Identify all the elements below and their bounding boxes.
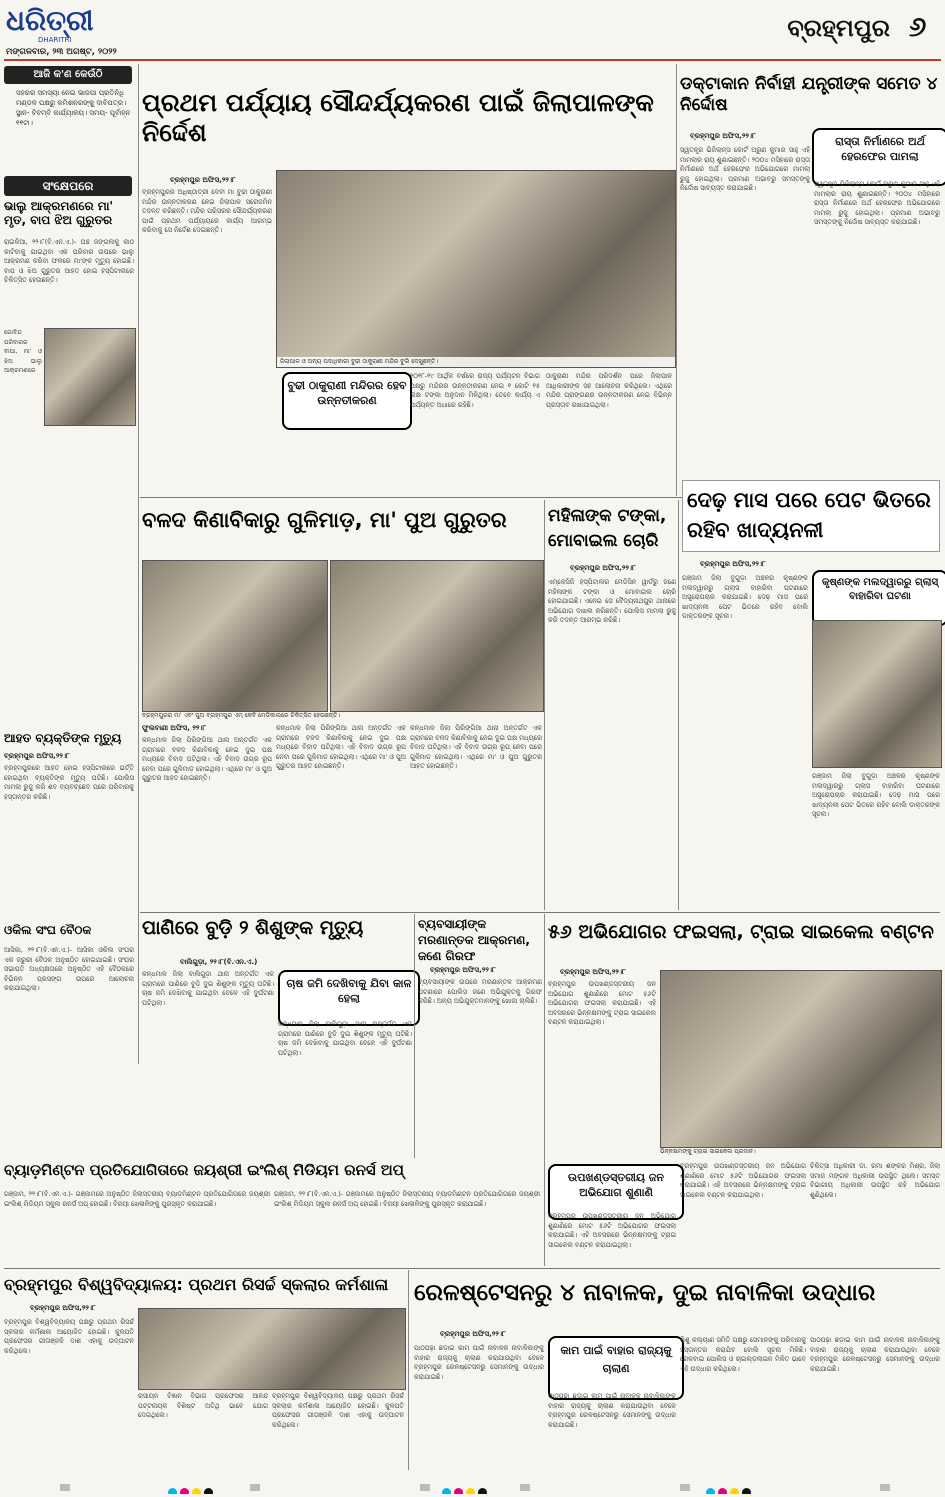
mark-bar <box>60 1484 70 1491</box>
bull-photo-caption: ବ୍ରହ୍ମପୁରର ମା' ଏବଂ ପୁଅ ବ୍ରହ୍ମପୁର ଏମ୍ କେବି ମେଡିକାଲରେ ଚିକିତ୍ସିତ ହେଉଛନ୍ତି। <box>142 712 340 719</box>
theft-text: ଏମ୍‌କେସିଜି ହସ୍ପିଟାଲର ମେଡିସିନ ୱାର୍ଡରୁ ଜଣେ ମହିଳାଙ୍କ ଟଙ୍କା ଓ ମୋବାଇଲ ଚୋରି ହୋଇଯାଇଛି। ଏନେଇ ସେ ବୈଦ୍ୟନାଥପୁର ଥାନାରେ ଅଭିଯୋଗ ଦାଖଲ କରିଛନ୍ତି। ପୋଲିସ ମାମଲା ରୁଜୁ କରି ତଦନ୍ତ ଆରମ୍ଭ କରିଛି। <box>548 578 676 625</box>
grievance-text3: ଚିକିତ୍ସା ଅଧିକାରୀ ଡା. ରମା ଶଙ୍କର ମିଶ୍ର, ଜିଲା ସମାଜ ମଙ୍ଗଳ ଅଧିକାରୀ ଉପସ୍ଥିତ ଥିଲେ। ସମସ୍ତ ବିଭାଗୀୟ ଅଧିକାରୀ ଉପସ୍ଥିତ ରହି ଅଭିଯୋଗ ଶୁଣିଥିଲେ। <box>810 1162 940 1199</box>
masthead <box>0 0 945 62</box>
right-top-dateline: ବ୍ରହ୍ମପୁର ଅଫିସ,୨୨।୮ <box>690 132 756 140</box>
mark-bar <box>680 1484 690 1491</box>
lawyer-text: ଆସିକା, ୨୨।୮(ବି.ଏନ.ଏ.)- ଆସିକା ଓକିଲ ସଂଘର ଏକ ଜରୁରୀ ବୈଠକ ଅନୁଷ୍ଠିତ ହୋଇଯାଇଛି। ସଂଘର ସଭାପତି ଅଧ୍ୟକ୍ଷତାରେ ଅନୁଷ୍ଠିତ ଏହି ବୈଠକରେ ବିଭିନ୍ନ ପ୍ରସଙ୍ଗ ଉପରେ ଆଲୋଚନା କରାଯାଇଥିଲା। <box>4 946 134 993</box>
sidebar-rule <box>138 64 139 1064</box>
brief-head: ଭାଲୁ ଆକ୍ରମଣରେ ମା' ମୃତ, ବାପ ଝିଅ ଗୁରୁତର <box>4 200 114 227</box>
badminton-text-col2: ଗଞ୍ଜାମ, ୨୨।୮(ବି.ଏନ.ଏ.)- ଗଞ୍ଜାମରେ ଅନୁଷ୍ଠିତ ଜିଲାସ୍ତରୀୟ ବ୍ୟାଡ଼ମିଣ୍ଟନ ପ୍ରତିଯୋଗିତାରେ ଜୟଶ୍ରୀ ଇଂଲିଶ୍ ମିଡିୟମ ସ୍କୁଲ ରନର୍ସ ଅପ୍ ହୋଇଛି। ବିଜୟୀ ଖେଳାଳିଙ୍କୁ ପୁରସ୍କୃତ କରାଯାଇଛି। <box>274 1190 540 1208</box>
rescue-headline: ରେଳଷ୍ଟେସନରୁ ୪ ନାବାଳକ, ଦୁଇ ନାବାଳିକା ଉଦ୍ଧାର <box>414 1280 876 1306</box>
brief-photo-caption: ଗୋବିନ୍ଦ ପରିବାରର ବାପା, ମା' ଓ ଝିଅ ଭାଲୁ ଆକ୍ରମଣରେ <box>4 329 42 375</box>
mark-bar <box>250 1484 260 1491</box>
death-text: ବ୍ରହ୍ମପୁରରେ ଆହତ ହୋଇ ହସ୍ପିଟାଲରେ ଭର୍ତ୍ତି ହୋଇଥିବା ବ୍ୟକ୍ତିଙ୍କ ମୃତ୍ୟୁ ଘଟିଛି। ପୋଲିସ ମାମଲା ରୁଜୁ କରି ଶବ ବ୍ୟବଚ୍ଛେଦ ପରେ ପରିବାରକୁ ହସ୍ତାନ୍ତର କରିଛି। <box>4 764 134 801</box>
rescue-text2: ପାଠପଢ଼ା ଛଡ଼ାଇ କାମ ପାଇଁ ନାବାଳକ ନାବାଳିକାଙ୍କୁ ବାହାର ରାଜ୍ୟକୁ ଚାଲାଣ କରାଯାଉଥିବା ବେଳେ ବ୍ରହ୍ମପୁର ରେଳଷ୍ଟେସନରୁ ସେମାନଙ୍କୁ ଉଦ୍ଧାର କରାଯାଇଛି। <box>548 1392 676 1429</box>
cyan-dot <box>168 1488 177 1494</box>
trader-dateline: ବ୍ରହ୍ମପୁର ଅଫିସ,୨୨।୮ <box>430 966 496 974</box>
mark-bar <box>420 1484 430 1491</box>
masthead-logo: ଧରିତ୍ରୀ <box>6 4 94 37</box>
today-text: ସହରର ସମସ୍ୟା ନେଇ ଭାଜପା ପ୍ରତିନିଧି ମଣ୍ଡଳ ପକ୍ଷରୁ କମିଶନରଙ୍କୁ ଦାବିପତ୍ର। ସ୍ଥାନ- ବିବମ୍ବି କାର୍ଯ୍ୟାଳୟ। ସମୟ- ପୂର୍ବାହ୍ନ ୧୧ଟା। <box>16 89 131 127</box>
rescue-box: କାମ ପାଇଁ ବାହାର ରାଜ୍ୟକୁ ଚାଲାଣ <box>548 1336 684 1400</box>
yellow-dot <box>192 1488 201 1494</box>
drown-text: କନ୍ଧମାଳ ଜିଲା ବାଲିଗୁଡ଼ା ଥାନା ଅନ୍ତର୍ଗତ ଏକ ଗ୍ରାମରେ ପାଣିରେ ବୁଡ଼ି ଦୁଇ ଶିଶୁଙ୍କ ମୃତ୍ୟୁ ଘଟିଛି। ଚାଷ ଜମି ଦେଖିବାକୁ ଯାଇଥିବା ବେଳେ ଏହି ଦୁର୍ଘଟଣା ଘଟିଥିଲା। <box>142 970 274 1007</box>
grievance-photo-caption: ଭିନ୍ନକ୍ଷମଙ୍କୁ ଟ୍ରାଇ ସାଇକେଲ ପ୍ରଦାନ। <box>660 1148 756 1155</box>
sidebar <box>4 66 136 1066</box>
brief-text: ରାଇକିଆ, ୨୨।୮(ବି.ଏନ.ଏ.)- ଘଞ୍ଚ ଜଙ୍ଗଲକୁ କାଠ କାଟିବାକୁ ଯାଇଥିବା ଏକ ପରିବାର ଉପରେ ଭାଲୁ ଆକ୍ରମଣ କରିବା ଫଳରେ ମା'ଙ୍କ ମୃତ୍ୟୁ ହୋଇଛି। ବାପ ଓ ଝିଅ ଗୁରୁତର ଆହତ ହୋଇ ହସ୍ପିଟାଲରେ ଚିକିତ୍ସିତ ହେଉଛନ୍ତି। <box>4 238 134 285</box>
bull-text-col2: କନ୍ଧମାଳ ଜିଲା ପିରିଙ୍ଗିଆ ଥାନା ଅନ୍ତର୍ଗତ ଏକ ଗ୍ରାମରେ ବଳଦ କିଣାବିକାକୁ ନେଇ ଦୁଇ ପକ୍ଷ ମଧ୍ୟରେ ବିବାଦ ଘଟିଥିଲା। ଏହି ବିବାଦ ଉଗ୍ର ରୂପ ନେବା ପରେ ଗୁଳିମାଡ଼ ହୋଇଥିଲା। ଏଥିରେ ମା' ଓ ପୁଅ ଗୁରୁତର ଆହତ ହୋଇଛନ୍ତି। <box>276 724 406 771</box>
cyan-dot <box>442 1488 451 1494</box>
badminton-headline: ବ୍ୟାଡ଼ମିଣ୍ଟନ ପ୍ରତିଯୋଗିତାରେ ଜୟଶ୍ରୀ ଇଂଲିଶ୍ ମିଡିୟମ ରନର୍ସ ଅପ୍ <box>4 1162 404 1179</box>
black-dot <box>204 1488 213 1494</box>
masthead-section: ବ୍ରହ୍ମପୁର <box>787 14 890 42</box>
magenta-dot <box>180 1488 189 1494</box>
drown-text-col2: କନ୍ଧମାଳ ଜିଲା ବାଲିଗୁଡ଼ା ଥାନା ଅନ୍ତର୍ଗତ ଏକ ଗ୍ରାମରେ ପାଣିରେ ବୁଡ଼ି ଦୁଇ ଶିଶୁଙ୍କ ମୃତ୍ୟୁ ଘଟିଛି। ଚାଷ ଜମି ଦେଖିବାକୁ ଯାଇଥିବା ବେଳେ ଏହି ଦୁର୍ଘଟଣା ଘଟିଥିଲା। <box>278 1020 412 1057</box>
drown-headline: ପାଣିରେ ବୁଡ଼ି ୨ ଶିଶୁଙ୍କ ମୃତ୍ୟୁ <box>142 918 364 939</box>
mark-bar <box>520 1484 530 1491</box>
lead-photo-caption: ଜିଲାପାଳ ଓ ଅନ୍ୟ ପଦାଧିକାରୀ ବୁଢୀ ଠାକୁରାଣୀ ମନ୍ଦିର ବୁଲି ଦେଖୁଛନ୍ତି। <box>277 357 675 367</box>
death-head: ଆହତ ବ୍ୟକ୍ତିଙ୍କ ମୃତ୍ୟୁ <box>4 732 122 745</box>
bull-dateline: ଫୁଲବାଣୀ ଅଫିସ, ୨୨।୮ <box>142 724 207 732</box>
lead-text2: ୨୦୧୮-୧୯ ଆର୍ଥିକ ବର୍ଷରେ ରାଜ୍ୟ ପର୍ଯ୍ୟଟନ ବିଭାଗ ପକ୍ଷରୁ ମନ୍ଦିରର ଉନ୍ନତୀକରଣ ନେଇ ୧ କୋଟି ୧୫ ଲକ୍ଷ ଟଙ୍କା ଅନୁଦାନ ମିଳିଥିଲା। ତେବେ କାର୍ଯ୍ୟ ଏ ପର୍ଯ୍ୟନ୍ତ ଅଧାରେ ରହିଛି। <box>410 372 540 409</box>
rescue-text: ପାଠପଢ଼ା ଛଡ଼ାଇ କାମ ପାଇଁ ନାବାଳକ ନାବାଳିକାଙ୍କୁ ବାହାର ରାଜ୍ୟକୁ ଚାଲାଣ କରାଯାଉଥିବା ବେଳେ ବ୍ରହ୍ମପୁର ରେଳଷ୍ଟେସନରୁ ସେମାନଙ୍କୁ ଉଦ୍ଧାର କରାଯାଇଛି। <box>414 1344 544 1381</box>
pipe-headline: ଦେଢ଼ ମାସ ପରେ ପେଟ ଭିତରେ ରହିବ ଖାଦ୍ୟନଳୀ <box>682 480 940 552</box>
drown-box: ଚାଷ ଜମି ଦେଖିବାକୁ ଯିବା କାଳ ହେଲା <box>278 970 420 1026</box>
bull-photo-right <box>330 560 544 712</box>
university-headline: ବ୍ରହ୍ମପୁର ବିଶ୍ୱବିଦ୍ୟାଳୟ: ପ୍ରଥମ ରିସର୍ଚ୍ଚ ସ୍କଲାର କର୍ମଶାଳା <box>4 1276 389 1294</box>
lawyer-head: ଓକିଲ ସଂଘ ବୈଠକ <box>4 924 92 937</box>
drown-rule <box>414 914 415 1158</box>
trader-text: ବ୍ୟବସାୟୀଙ୍କ ଉପରେ ମରଣାନ୍ତକ ଆକ୍ରମଣ ଘଟଣାରେ ପୋଲିସ ଜଣେ ଅଭିଯୁକ୍ତକୁ ଗିରଫ କରିଛି। ଅନ୍ୟ ଅଭିଯୁକ୍ତମାନଙ୍କୁ ଖୋଜା ଚାଲିଛି। <box>418 978 542 1006</box>
today-title: ଆଜି କ'ଣ କେଉଁଠି <box>4 66 132 84</box>
pipe-text: ଗଞ୍ଜାମ ଜିଲା ବୁଗୁଡ଼ା ଅଞ୍ଚଳର କୃଷ୍ଣଙ୍କ ମଲଦ୍ୱାରରୁ ଗ୍ଲାସ ବାହାରିବା ଘଟଣାରେ ଅସ୍ତ୍ରୋପଚାର କରାଯାଇଛି। ଦେଢ଼ ମାସ ପରେ ଖାଦ୍ୟନଳୀ ପେଟ ଭିତରେ ରହିବ ବୋଲି ଡାକ୍ତରଙ୍କ ସୂଚନା। <box>682 574 808 621</box>
mark-bar <box>880 1484 890 1491</box>
lead-text: ବ୍ରହ୍ମପୁରର ଅଧିଷ୍ଠାତ୍ରୀ ଦେବୀ ମା ବୁଢୀ ଠାକୁରାଣୀ ମନ୍ଦିର ଉନ୍ନତୀକରଣ ନେଇ ଜିଲାପାଳ ସରେଜମିନ ତଦନ୍ତ କରିଛନ୍ତି। ମନ୍ଦିର ପରିସରର ସୌନ୍ଦର୍ଯ୍ୟକରଣ ପାଇଁ ପ୍ରଥମ ପର୍ଯ୍ୟାୟରେ କାର୍ଯ୍ୟ ଆରମ୍ଭ କରିବାକୁ ସେ ନିର୍ଦ୍ଦେଶ ଦେଇଛନ୍ତି। <box>142 188 272 235</box>
lead-headline: ପ୍ରଥମ ପର୍ଯ୍ୟାୟ ସୌନ୍ଦର୍ଯ୍ୟକରଣ ପାଇଁ ଜିଲାପାଳଙ୍କ ନିର୍ଦ୍ଦେଶ <box>142 88 654 147</box>
masthead-rule <box>4 59 941 61</box>
university-rule <box>408 1270 409 1470</box>
grievance-dateline: ବ୍ରହ୍ମପୁର ଅଫିସ,୨୨।୮ <box>560 968 626 976</box>
theft-dateline: ବ୍ରହ୍ମପୁର ଅଫିସ,୨୨।୮ <box>570 564 636 572</box>
brief-photo <box>44 328 136 426</box>
trader-rule <box>544 914 545 1158</box>
lead-dateline: ବ୍ରହ୍ମପୁର ଅଫିସ,୨୨।୮ <box>170 176 236 184</box>
bull-photo-left <box>142 560 328 712</box>
theft-rule <box>678 500 679 910</box>
rescue-dateline: ବ୍ରହ୍ମପୁର ଅଫିସ,୨୨।୮ <box>440 1330 506 1338</box>
badminton-rule <box>544 1158 545 1266</box>
death-dateline: ବ୍ରହ୍ମପୁର ଅଫିସ,୨୨।୮ <box>4 752 70 760</box>
university-text2: ରସାୟନ ବିଜ୍ଞାନ ବିଭାଗ ପ୍ରଫେସର ଆନନ୍ଦ ପଟ୍ଟନାୟକ ବିଶିଷ୍ଟ ଅତିଥି ଭାବେ ଯୋଗ ଦେଇଥିଲେ। <box>138 1392 268 1420</box>
right-top-box: ରାସ୍ତା ନିର୍ମାଣରେ ଅର୍ଥ ହେରଫେର ପାମଲା <box>812 128 945 186</box>
grievance-text: ବ୍ରହ୍ମପୁର ଉପଖଣ୍ଡସ୍ତରୀୟ ଜନ ଅଭିଯୋଗ ଶୁଣାଣିରେ ମୋଟ ୫୬ଟି ଅଭିଯୋଗର ଫଇସଲା କରାଯାଇଛି। ଏହି ଅବସରରେ ଭିନ୍ନକ୍ଷମଙ୍କୁ ଟ୍ରାଇ ସାଇକେଲ ବଣ୍ଟନ କରାଯାଇଥିଲା। <box>548 980 656 1027</box>
magenta-dot <box>454 1488 463 1494</box>
badminton-text: ଗଞ୍ଜାମ, ୨୨।୮(ବି.ଏନ.ଏ.)- ଗଞ୍ଜାମରେ ଅନୁଷ୍ଠିତ ଜିଲାସ୍ତରୀୟ ବ୍ୟାଡ଼ମିଣ୍ଟନ ପ୍ରତିଯୋଗିତାରେ ଜୟଶ୍ରୀ ଇଂଲିଶ୍ ମିଡିୟମ ସ୍କୁଲ ରନର୍ସ ଅପ୍ ହୋଇଛି। ବିଜୟୀ ଖେଳାଳିଙ୍କୁ ପୁରସ୍କୃତ କରାଯାଇଛି। <box>4 1190 270 1208</box>
right-top-text: ସ୍ୱତନ୍ତ୍ର ଭିଜିଲାନ୍ସ କୋର୍ଟ ଅରୁଣ କୁମାର ସାହୁ ଏହି ମାମଲାର ରାୟ ଶୁଣାଇଛନ୍ତି। ୨୦୦୪ ମସିହାରେ ରାସ୍ତା ନିର୍ମାଣରେ ଅର୍ଥ ହେରଫେର ଅଭିଯୋଗରେ ମାମଲା ରୁଜୁ ହୋଇଥିଲା। ପ୍ରମାଣ ଅଭାବରୁ ସମସ୍ତଙ୍କୁ ନିର୍ଦ୍ଦୋଷ ସାବ୍ୟସ୍ତ କରାଯାଇଛି। <box>680 146 810 193</box>
print-marks <box>0 1478 945 1496</box>
black-dot <box>478 1488 487 1494</box>
grievance-headline: ୫୬ ଅଭିଯୋଗର ଫଇସଲା, ଟ୍ରାଇ ସାଇକେଲ ବଣ୍ଟନ <box>548 922 934 943</box>
color-dots-right <box>706 1482 766 1494</box>
right-top-headline: ଡକ୍ଟାକାନ ନିର୍ବାହୀ ଯନ୍ତ୍ରୀଙ୍କ ସମେତ ୪ ନିର୍ଦ୍ଦୋଷ <box>680 74 938 115</box>
grievance-box: ଉପଖଣ୍ଡସ୍ତରୀୟ ଜନ ଅଭିଯୋଗ ଶୁଣାଣି <box>548 1164 684 1220</box>
bull-rule <box>544 500 545 910</box>
yellow-dot <box>730 1488 739 1494</box>
cyan-dot <box>706 1488 715 1494</box>
grievance-text4: ବ୍ରହ୍ମପୁର ଉପଖଣ୍ଡସ୍ତରୀୟ ଜନ ଅଭିଯୋଗ ଶୁଣାଣିରେ ମୋଟ ୫୬ଟି ଅଭିଯୋଗର ଫଇସଲା କରାଯାଇଛି। ଏହି ଅବସରରେ ଭିନ୍ନକ୍ଷମଙ୍କୁ ଟ୍ରାଇ ସାଇକେଲ ବଣ୍ଟନ କରାଯାଇଥିଲା। <box>548 1212 676 1249</box>
pipe-box: କୃଷ୍ଣଙ୍କ ମଲଦ୍ୱାରରୁ ଗ୍ଲାସ୍ ବାହାରିବା ଘଟଣା <box>812 570 945 626</box>
lead-photo <box>276 170 676 368</box>
trader-headline: ବ୍ୟବସାୟୀଙ୍କ ମରଣାନ୍ତକ ଆକ୍ରମଣ, ଜଣେ ଗିରଫ <box>418 917 530 963</box>
row3-rule <box>4 1268 940 1269</box>
lead-rule <box>676 64 677 496</box>
pipe-text-col2: ଗଞ୍ଜାମ ଜିଲା ବୁଗୁଡ଼ା ଅଞ୍ଚଳର କୃଷ୍ଣଙ୍କ ମଲଦ୍ୱାରରୁ ଗ୍ଲାସ ବାହାରିବା ଘଟଣାରେ ଅସ୍ତ୍ରୋପଚାର କରାଯାଇଛି। ଦେଢ଼ ମାସ ପରେ ଖାଦ୍ୟନଳୀ ପେଟ ଭିତରେ ରହିବ ବୋଲି ଡାକ୍ତରଙ୍କ ସୂଚନା। <box>812 772 940 819</box>
pipe-dateline: ବ୍ରହ୍ମପୁର ଅଫିସ,୨୨।୮ <box>700 560 766 568</box>
university-photo <box>138 1308 406 1390</box>
row2-rule <box>140 912 940 913</box>
brief-title: ସଂକ୍ଷେପରେ <box>4 176 132 196</box>
bull-text-col3: କନ୍ଧମାଳ ଜିଲା ପିରିଙ୍ଗିଆ ଥାନା ଅନ୍ତର୍ଗତ ଏକ ଗ୍ରାମରେ ବଳଦ କିଣାବିକାକୁ ନେଇ ଦୁଇ ପକ୍ଷ ମଧ୍ୟରେ ବିବାଦ ଘଟିଥିଲା। ଏହି ବିବାଦ ଉଗ୍ର ରୂପ ନେବା ପରେ ଗୁଳିମାଡ଼ ହୋଇଥିଲା। ଏଥିରେ ମା' ଓ ପୁଅ ଗୁରୁତର ଆହତ ହୋଇଛନ୍ତି। <box>410 724 542 771</box>
university-text: ବ୍ରହ୍ମପୁର ବିଶ୍ୱବିଦ୍ୟାଳୟ ପକ୍ଷରୁ ପ୍ରଥମ ରିସର୍ଚ୍ଚ ସ୍କଲାର କର୍ମଶାଳା ଆୟୋଜିତ ହୋଇଛି। କୁଳପତି ପ୍ରଫେସର ଗୀତାଞ୍ଜଳି ଦାଶ ଏହାକୁ ଉଦ୍‌ଘାଟନ କରିଥିଲେ। <box>4 1318 134 1355</box>
right-top-text-col2: ସ୍ୱତନ୍ତ୍ର ଭିଜିଲାନ୍ସ କୋର୍ଟ ଅରୁଣ କୁମାର ସାହୁ ଏହି ମାମଲାର ରାୟ ଶୁଣାଇଛନ୍ତି। ୨୦୦୪ ମସିହାରେ ରାସ୍ତା ନିର୍ମାଣରେ ଅର୍ଥ ହେରଫେର ଅଭିଯୋଗରେ ମାମଲା ରୁଜୁ ହୋଇଥିଲା। ପ୍ରମାଣ ଅଭାବରୁ ସମସ୍ତଙ୍କୁ ନିର୍ଦ୍ଦୋଷ ସାବ୍ୟସ୍ତ କରାଯାଇଛି। <box>814 180 940 227</box>
grievance-photo <box>660 970 942 1148</box>
lead-sub-box: ବୁଢୀ ଠାକୁରାଣୀ ମନ୍ଦିରର ହେବ ଉନ୍ନତୀକରଣ <box>282 372 412 430</box>
bull-headline: ବଳଦ କିଣାବିକାରୁ ଗୁଳିମାଡ଼, ମା' ପୁଅ ଗୁରୁତର <box>142 508 507 532</box>
masthead-logo-sub: DHARITRI <box>38 36 72 44</box>
theft-headline: ମହିଳାଙ୍କ ଟଙ୍କା, ମୋବାଇଲ ଚୋରି <box>548 506 667 551</box>
bull-text: କନ୍ଧମାଳ ଜିଲା ପିରିଙ୍ଗିଆ ଥାନା ଅନ୍ତର୍ଗତ ଏକ ଗ୍ରାମରେ ବଳଦ କିଣାବିକାକୁ ନେଇ ଦୁଇ ପକ୍ଷ ମଧ୍ୟରେ ବିବାଦ ଘଟିଥିଲା। ଏହି ବିବାଦ ଉଗ୍ର ରୂପ ନେବା ପରେ ଗୁଳିମାଡ଼ ହୋଇଥିଲା। ଏଥିରେ ମା' ଓ ପୁଅ ଗୁରୁତର ଆହତ ହୋଇଛନ୍ତି। <box>142 736 272 783</box>
masthead-date: ମଙ୍ଗଳବାର, ୨୩ ଅଗଷ୍ଟ, ୨୦୨୨ <box>6 47 117 57</box>
color-dots-center <box>442 1482 502 1494</box>
masthead-page-no: ୬ <box>908 10 927 43</box>
magenta-dot <box>718 1488 727 1494</box>
rescue-text3: ଶିଶୁ କଲ୍ୟାଣ ସମିତି ପକ୍ଷରୁ ସେମାନଙ୍କୁ ପରିବାରକୁ ହସ୍ତାନ୍ତର କରାଯିବ ବୋଲି ସୂଚନା ମିଳିଛି। ରେଳବାଇ ପୋଲିସ ଓ ଚାଇଲ୍ଡଲାଇନ ମିଳିତ ଭାବେ ଏହି ଉଦ୍ଧାର କରିଥିଲେ। <box>680 1336 806 1373</box>
rescue-text4: ପାଠପଢ଼ା ଛଡ଼ାଇ କାମ ପାଇଁ ନାବାଳକ ନାବାଳିକାଙ୍କୁ ବାହାର ରାଜ୍ୟକୁ ଚାଲାଣ କରାଯାଉଥିବା ବେଳେ ବ୍ରହ୍ମପୁର ରେଳଷ୍ଟେସନରୁ ସେମାନଙ୍କୁ ଉଦ୍ଧାର କରାଯାଇଛି। <box>810 1336 940 1373</box>
university-text3: ବ୍ରହ୍ମପୁର ବିଶ୍ୱବିଦ୍ୟାଳୟ ପକ୍ଷରୁ ପ୍ରଥମ ରିସର୍ଚ୍ଚ ସ୍କଲାର କର୍ମଶାଳା ଆୟୋଜିତ ହୋଇଛି। କୁଳପତି ପ୍ରଫେସର ଗୀତାଞ୍ଜଳି ଦାଶ ଏହାକୁ ଉଦ୍‌ଘାଟନ କରିଥିଲେ। <box>272 1392 404 1429</box>
yellow-dot <box>466 1488 475 1494</box>
color-dots-left <box>168 1482 228 1494</box>
drown-dateline: ବାଲିଗୁଡ଼ା, ୨୨।୮(ବି.ଏନ.ଏ.) <box>180 958 258 966</box>
pipe-photo <box>812 620 942 768</box>
black-dot <box>742 1488 751 1494</box>
grievance-text2: ବ୍ରହ୍ମପୁର ଉପଖଣ୍ଡସ୍ତରୀୟ ଜନ ଅଭିଯୋଗ ଶୁଣାଣିରେ ମୋଟ ୫୬ଟି ଅଭିଯୋଗର ଫଇସଲା କରାଯାଇଛି। ଏହି ଅବସରରେ ଭିନ୍ନକ୍ଷମଙ୍କୁ ଟ୍ରାଇ ସାଇକେଲ ବଣ୍ଟନ କରାଯାଇଥିଲା। <box>680 1162 806 1199</box>
lead-text3: ଠାକୁରାଣୀ ମନ୍ଦିର ପରିଦର୍ଶନ ପରେ ଜିଲାପାଳ ଆଧିକାରୀଙ୍କ ସହ ଆଲୋଚନା କରିଥିଲେ। ଏଥିରେ ମନ୍ଦିର ପ୍ରାଙ୍ଗଣର ଉନ୍ନତୀକରଣ ନେଇ ବିଭିନ୍ନ ପ୍ରସ୍ତାବ ରଖାଯାଇଥିଲା। <box>546 372 672 409</box>
university-dateline: ବ୍ରହ୍ମପୁର ଅଫିସ,୨୨।୮ <box>30 1304 96 1312</box>
